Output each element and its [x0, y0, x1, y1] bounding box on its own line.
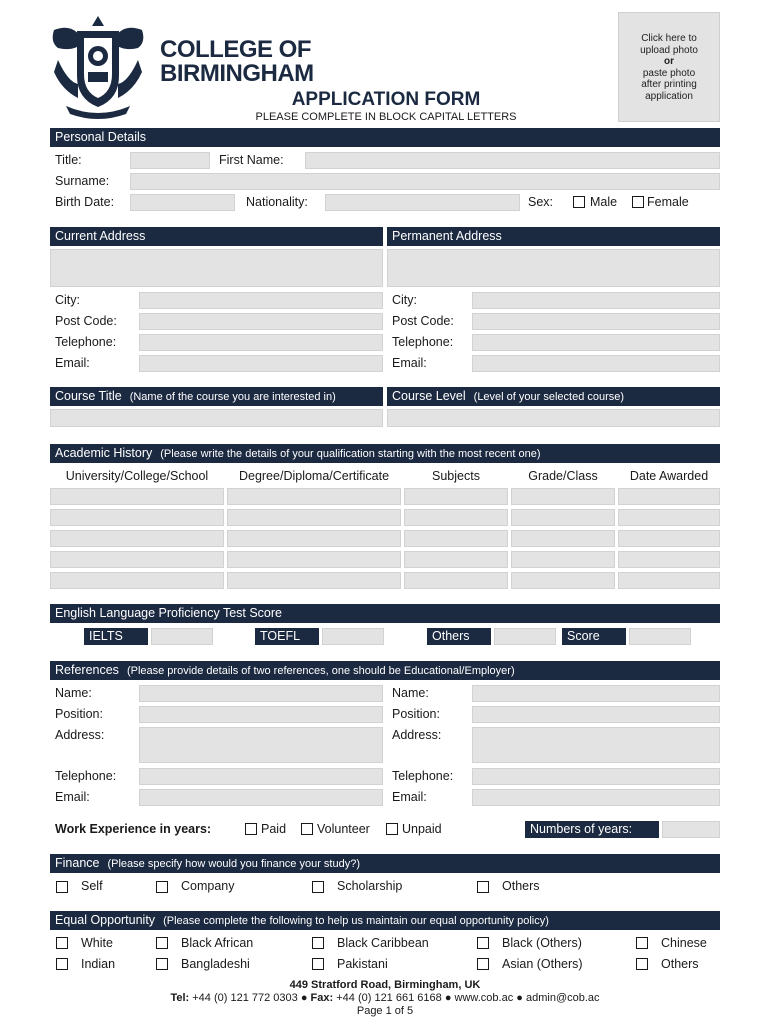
black-african-label: Black African [181, 936, 254, 950]
academic-cell[interactable] [50, 551, 224, 568]
academic-cell[interactable] [404, 509, 508, 526]
course-level-bar [387, 387, 720, 406]
bullet-icon: ● [300, 992, 308, 1004]
academic-history-note: (Please write the details of your qualification starting with the most recent one) [160, 448, 541, 460]
college-name-line2: BIRMINGHAM [160, 60, 314, 87]
finance-heading: Finance [55, 856, 100, 870]
ref1-telephone-field[interactable] [139, 768, 383, 785]
ref2-telephone-field[interactable] [472, 768, 720, 785]
finance-company-label: Company [181, 879, 235, 893]
academic-col-grade: Grade/Class [528, 469, 598, 483]
current-telephone-label: Telephone: [55, 335, 117, 349]
bullet-icon: ● [516, 992, 523, 1004]
chinese-label: Chinese [661, 936, 707, 950]
asian-others-checkbox[interactable] [477, 958, 489, 970]
form-title: APPLICATION FORM [291, 89, 481, 110]
finance-others-label: Others [502, 879, 540, 893]
academic-cell[interactable] [50, 509, 224, 526]
academic-cell[interactable] [227, 551, 401, 568]
finance-self-checkbox[interactable] [56, 881, 68, 893]
personal-details-heading: Personal Details [55, 130, 147, 144]
academic-cell[interactable] [404, 530, 508, 547]
ref1-address-label: Address: [55, 728, 105, 742]
equal-opportunity-note: (Please complete the following to help us maintain our equal opportunity policy) [163, 915, 549, 927]
footer-email-link[interactable]: admin@cob.ac [526, 992, 600, 1004]
academic-cell[interactable] [511, 488, 615, 505]
title-field[interactable] [130, 152, 210, 169]
photo-upload-box[interactable] [618, 12, 720, 122]
permanent-address-bar [387, 227, 720, 246]
current-post-code-label: Post Code: [55, 314, 117, 328]
volunteer-label: Volunteer [317, 822, 370, 836]
ielts-field[interactable] [151, 628, 213, 645]
course-title-bar [50, 387, 383, 406]
ref2-telephone-label: Telephone: [392, 769, 454, 783]
others-ethnicity-checkbox[interactable] [636, 958, 648, 970]
footer-fax: +44 (0) 121 661 6168 [336, 992, 442, 1004]
current-email-field[interactable] [139, 355, 383, 372]
permanent-city-label: City: [392, 293, 417, 307]
course-title-field[interactable] [50, 409, 383, 427]
white-checkbox[interactable] [56, 937, 68, 949]
current-address-bar [50, 227, 383, 246]
ref2-address-field[interactable] [472, 727, 720, 763]
black-others-checkbox[interactable] [477, 937, 489, 949]
finance-others-checkbox[interactable] [477, 881, 489, 893]
black-caribbean-checkbox[interactable] [312, 937, 324, 949]
score-label: Score [562, 628, 626, 645]
permanent-post-code-field[interactable] [472, 313, 720, 330]
bangladeshi-checkbox[interactable] [156, 958, 168, 970]
finance-company-checkbox[interactable] [156, 881, 168, 893]
permanent-email-label: Email: [392, 356, 427, 370]
current-city-field[interactable] [139, 292, 383, 309]
others-test-label: Others [427, 628, 491, 645]
footer-address: 449 Stratford Road, Birmingham, UK [289, 979, 481, 991]
permanent-telephone-label: Telephone: [392, 335, 454, 349]
indian-label: Indian [81, 957, 116, 971]
sex-label: Sex: [528, 195, 554, 209]
others-test-field[interactable] [494, 628, 556, 645]
pakistani-label: Pakistani [337, 957, 388, 971]
ref1-name-field[interactable] [139, 685, 383, 702]
male-checkbox[interactable] [573, 196, 585, 208]
course-level-field[interactable] [387, 409, 720, 427]
finance-scholarship-checkbox[interactable] [312, 881, 324, 893]
permanent-email-field[interactable] [472, 355, 720, 372]
academic-col-degree: Degree/Diploma/Certificate [238, 469, 390, 483]
finance-self-label: Self [81, 879, 103, 893]
female-checkbox[interactable] [632, 196, 644, 208]
course-level-heading: Course Level [392, 389, 466, 403]
academic-cell[interactable] [50, 530, 224, 547]
academic-history-bar [50, 444, 720, 463]
photo-text-6: application [645, 90, 693, 102]
academic-cell[interactable] [227, 530, 401, 547]
academic-cell[interactable] [618, 530, 720, 547]
years-label: Numbers of years: [525, 821, 659, 838]
male-label: Male [590, 195, 618, 209]
current-post-code-field[interactable] [139, 313, 383, 330]
asian-others-label: Asian (Others) [502, 957, 583, 971]
ref2-email-label: Email: [392, 790, 427, 804]
footer-contact [0, 992, 770, 1004]
photo-text-5: after printing [641, 79, 697, 90]
academic-col-subjects: Subjects [432, 469, 480, 483]
academic-cell[interactable] [404, 551, 508, 568]
personal-details-bar [50, 128, 720, 147]
equal-opportunity-bar [50, 911, 720, 930]
footer-tel: +44 (0) 121 772 0303 [192, 992, 298, 1004]
birth-date-field[interactable] [130, 194, 235, 211]
academic-col-date: Date Awarded [629, 469, 709, 483]
black-others-label: Black (Others) [502, 936, 582, 950]
female-label: Female [647, 195, 689, 209]
academic-col-institution: University/College/School [65, 469, 209, 483]
ref1-position-label: Position: [55, 707, 103, 721]
academic-cell[interactable] [50, 572, 224, 589]
course-title-note: (Name of the course you are interested in) [129, 391, 336, 403]
finance-bar [50, 854, 720, 873]
references-heading: References [55, 663, 119, 677]
toefl-label: TOEFL [255, 628, 319, 645]
black-african-checkbox[interactable] [156, 937, 168, 949]
form-instruction: PLEASE COMPLETE IN BLOCK CAPITAL LETTERS [255, 111, 517, 123]
current-city-label: City: [55, 293, 80, 307]
toefl-field[interactable] [322, 628, 384, 645]
academic-cell[interactable] [227, 509, 401, 526]
nationality-label: Nationality: [246, 195, 308, 209]
first-name-label: First Name: [219, 153, 284, 167]
footer-fax-label: Fax: [310, 992, 334, 1004]
birth-date-label: Birth Date: [55, 195, 115, 209]
permanent-telephone-field[interactable] [472, 334, 720, 351]
academic-cell[interactable] [618, 572, 720, 589]
permanent-city-field[interactable] [472, 292, 720, 309]
ref2-name-field[interactable] [472, 685, 720, 702]
academic-cell[interactable] [618, 509, 720, 526]
course-level-note: (Level of your selected course) [473, 391, 625, 403]
pakistani-checkbox[interactable] [312, 958, 324, 970]
ref2-email-field[interactable] [472, 789, 720, 806]
surname-label: Surname: [55, 174, 110, 188]
ref2-name-label: Name: [392, 686, 429, 700]
paid-checkbox[interactable] [245, 823, 257, 835]
page-number: Page 1 of 5 [356, 1005, 414, 1017]
academic-cell[interactable] [227, 572, 401, 589]
work-experience-label: Work Experience in years: [55, 822, 212, 836]
ref1-email-label: Email: [55, 790, 90, 804]
volunteer-checkbox[interactable] [301, 823, 313, 835]
chinese-checkbox[interactable] [636, 937, 648, 949]
finance-note: (Please specify how would you finance your study?) [107, 858, 361, 870]
references-note: (Please provide details of two references, one should be Educational/Employer) [126, 665, 515, 677]
footer-tel-label: Tel: [170, 992, 190, 1004]
equal-opportunity-heading: Equal Opportunity [55, 913, 156, 927]
others-ethnicity-label: Others [661, 957, 699, 971]
ref2-position-label: Position: [392, 707, 440, 721]
ielts-label: IELTS [84, 628, 148, 645]
ref2-address-label: Address: [392, 728, 442, 742]
academic-cell[interactable] [227, 488, 401, 505]
academic-cell[interactable] [511, 530, 615, 547]
academic-cell[interactable] [511, 509, 615, 526]
english-proficiency-heading: English Language Proficiency Test Score [55, 606, 282, 620]
finance-scholarship-label: Scholarship [337, 879, 403, 893]
ref1-position-field[interactable] [139, 706, 383, 723]
academic-cell[interactable] [618, 488, 720, 505]
current-telephone-field[interactable] [139, 334, 383, 351]
current-address-heading: Current Address [55, 229, 146, 243]
permanent-post-code-label: Post Code: [392, 314, 454, 328]
bangladeshi-label: Bangladeshi [181, 957, 250, 971]
academic-cell[interactable] [511, 551, 615, 568]
surname-field[interactable] [130, 173, 720, 190]
college-crest-icon [44, 12, 152, 120]
indian-checkbox[interactable] [56, 958, 68, 970]
ref1-name-label: Name: [55, 686, 92, 700]
academic-cell[interactable] [511, 572, 615, 589]
ref2-position-field[interactable] [472, 706, 720, 723]
white-label: White [81, 936, 113, 950]
references-bar [50, 661, 720, 680]
footer-web-link[interactable]: www.cob.ac [454, 992, 514, 1004]
years-field[interactable] [662, 821, 720, 838]
college-name-line1: COLLEGE OF [160, 36, 311, 63]
academic-cell[interactable] [50, 488, 224, 505]
ref1-address-field[interactable] [139, 727, 383, 763]
academic-history-heading: Academic History [55, 446, 153, 460]
course-title-heading: Course Title [55, 389, 122, 403]
photo-text-4: paste photo [642, 67, 696, 79]
academic-cell[interactable] [618, 551, 720, 568]
title-label: Title: [55, 153, 82, 167]
current-email-label: Email: [55, 356, 90, 370]
current-address-field[interactable] [50, 249, 383, 287]
score-field[interactable] [629, 628, 691, 645]
photo-text-3: or [664, 56, 674, 67]
permanent-address-heading: Permanent Address [392, 229, 502, 243]
nationality-field[interactable] [325, 194, 520, 211]
academic-cell[interactable] [404, 488, 508, 505]
photo-text-1: Click here to [641, 33, 697, 44]
ref1-email-field[interactable] [139, 789, 383, 806]
ref1-telephone-label: Telephone: [55, 769, 117, 783]
english-proficiency-bar [50, 604, 720, 623]
unpaid-checkbox[interactable] [386, 823, 398, 835]
photo-text-2: upload photo [640, 44, 698, 56]
academic-cell[interactable] [404, 572, 508, 589]
bullet-icon: ● [444, 992, 452, 1004]
black-caribbean-label: Black Caribbean [337, 936, 429, 950]
permanent-address-field[interactable] [387, 249, 720, 287]
paid-label: Paid [261, 822, 287, 836]
unpaid-label: Unpaid [402, 822, 442, 836]
first-name-field[interactable] [305, 152, 720, 169]
